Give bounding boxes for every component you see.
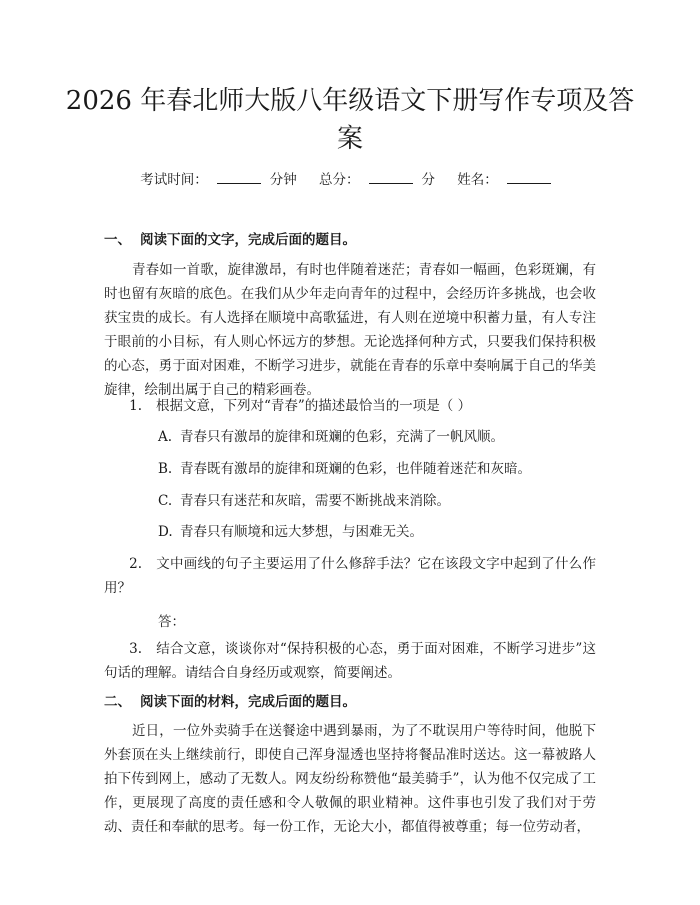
option-d-text: 青春只有顺境和远大梦想，与困难无关。 <box>180 524 423 540</box>
student-name-blank[interactable] <box>507 170 551 184</box>
question-2-number: 2. <box>129 556 142 572</box>
option-d-letter: D. <box>158 524 173 540</box>
exam-info <box>0 170 700 190</box>
question-2-answer <box>158 612 185 632</box>
total-score-blank[interactable] <box>369 170 413 184</box>
exam-time-blank[interactable] <box>217 170 261 184</box>
exam-time-label: 考试时间： <box>140 172 208 188</box>
total-score-label: 总分： <box>319 172 360 188</box>
option-a <box>158 427 598 447</box>
question-3 <box>104 637 596 685</box>
option-b <box>158 459 598 479</box>
question-3-text: 结合文意，谈谈你对“保持积极的心态，勇于面对困难，不断学习进步”这句话的理解。请结合自身经历或观察，简要阐述。 <box>104 641 596 681</box>
option-c-text: 青春只有迷茫和灰暗，需要不断挑战来消除。 <box>180 493 450 509</box>
section-2-passage: 近日，一位外卖骑手在送餐途中遇到暴雨，为了不耽误用户等待时间，他脱下外套顶在头上继续前行，即使自己浑身湿透也坚持将餐品准时送达。这一幕被路人拍下传到网上，感动了无数人。网友纷纷称赞他“最美骑手”，认为他不仅完成了工作，更展现了高度的责任感和令人敬佩的职业精神。这件事也引发了我们对于劳动、责任和奉献的思考。每一份工作，无论大小，都值得被尊重；每一位劳动者， <box>104 723 596 835</box>
question-1 <box>104 394 596 418</box>
option-b-letter: B. <box>158 461 173 477</box>
question-2-text: 文中画线的句子主要运用了什么修辞手法？它在该段文字中起到了什么作用？ <box>104 556 596 596</box>
section-1-title: 阅读下面的文字，完成后面的题目。 <box>140 232 356 248</box>
question-3-number: 3. <box>129 641 142 657</box>
option-d <box>158 522 598 542</box>
option-c-letter: C. <box>158 493 173 509</box>
option-c <box>158 491 598 511</box>
page-title: 2026 年春北师大版八年级语文下册写作专项及答案 <box>65 86 635 154</box>
option-b-text: 青春既有激昂的旋律和斑斓的色彩，也伴随着迷茫和灰暗。 <box>180 461 531 477</box>
student-name <box>457 172 560 188</box>
question-1-number: 1. <box>129 398 142 414</box>
section-2-number: 二、 <box>104 694 131 710</box>
section-1-heading <box>104 230 604 250</box>
section-1-passage: 青春如一首歌，旋律激昂，有时也伴随着迷茫；青春如一幅画，色彩斑斓，有时也留有灰暗的底色。在我们从少年走向青年的过程中，会经历许多挑战，也会收获宝贵的成长。有人选择在顺境中高歌猛进，有人则在逆境中积蓄力量，有人专注于眼前的小目标，有人则心怀远方的梦想。无论选择何种方式，只要我们保持积极的心态，勇于面对困难，不断学习进步，就能在青春的乐章中奏响属于自己的华美旋律，绘制出属于自己的精彩画卷。 <box>104 262 596 398</box>
section-2-heading <box>104 692 604 712</box>
option-a-text: 青春只有激昂的旋律和斑斓的色彩，充满了一帆风顺。 <box>180 429 504 445</box>
student-name-label: 姓名： <box>457 172 498 188</box>
question-2 <box>104 552 596 600</box>
total-score-unit: 分 <box>421 172 435 188</box>
answer-label: 答： <box>158 614 185 630</box>
option-a-letter: A. <box>158 429 173 445</box>
section-1-number: 一、 <box>104 232 131 248</box>
exam-time <box>140 172 297 188</box>
total-score <box>319 172 435 188</box>
exam-time-unit: 分钟 <box>269 172 297 188</box>
question-1-text: 根据文意，下列对“青春”的描述最恰当的一项是（ ） <box>156 398 472 414</box>
section-2-title: 阅读下面的材料，完成后面的题目。 <box>140 694 356 710</box>
